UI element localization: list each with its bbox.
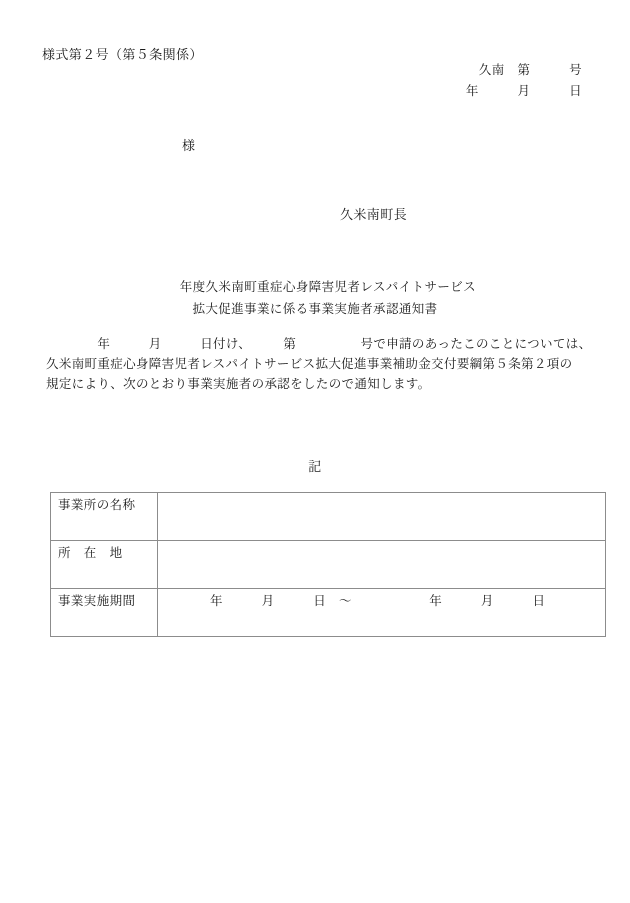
row-label-location: 所 在 地 [51, 541, 158, 589]
table-row [51, 493, 606, 541]
information-table [50, 492, 606, 637]
body-line-3: 規定により、次のとおり事業実施者の承認をしたので通知します。 [46, 377, 431, 392]
body-line-2: 久米南町重症心身障害児者レスパイトサービス拡大促進事業補助金交付要綱第５条第２項の [46, 357, 573, 372]
ki-marker: 記 [308, 459, 322, 474]
document-title-line-2: 拡大促進事業に係る事業実施者承認通知書 [192, 302, 438, 316]
row-value-business-name[interactable] [158, 493, 606, 541]
issuer-name: 久米南町長 [340, 207, 408, 222]
addressee-line: 様 [182, 138, 196, 153]
row-label-period: 事業実施期間 [51, 589, 158, 637]
body-line-1: 年 月 日付け、 第 号で申請のあったこのことについては、 [46, 337, 592, 351]
form-number: 様式第２号（第５条関係） [42, 47, 203, 62]
document-number: 久南 第 号 [478, 63, 582, 77]
document-title-line-1: 年度久米南町重症心身障害児者レスパイトサービス [153, 280, 477, 294]
row-label-business-name: 事業所の名称 [51, 493, 158, 541]
table-row [51, 589, 606, 637]
body-paragraph [46, 334, 592, 395]
document-date: 年 月 日 [465, 84, 582, 98]
row-value-period[interactable]: 年 月 日 ～ 年 月 日 [158, 589, 606, 637]
row-value-location[interactable] [158, 541, 606, 589]
table-row [51, 541, 606, 589]
